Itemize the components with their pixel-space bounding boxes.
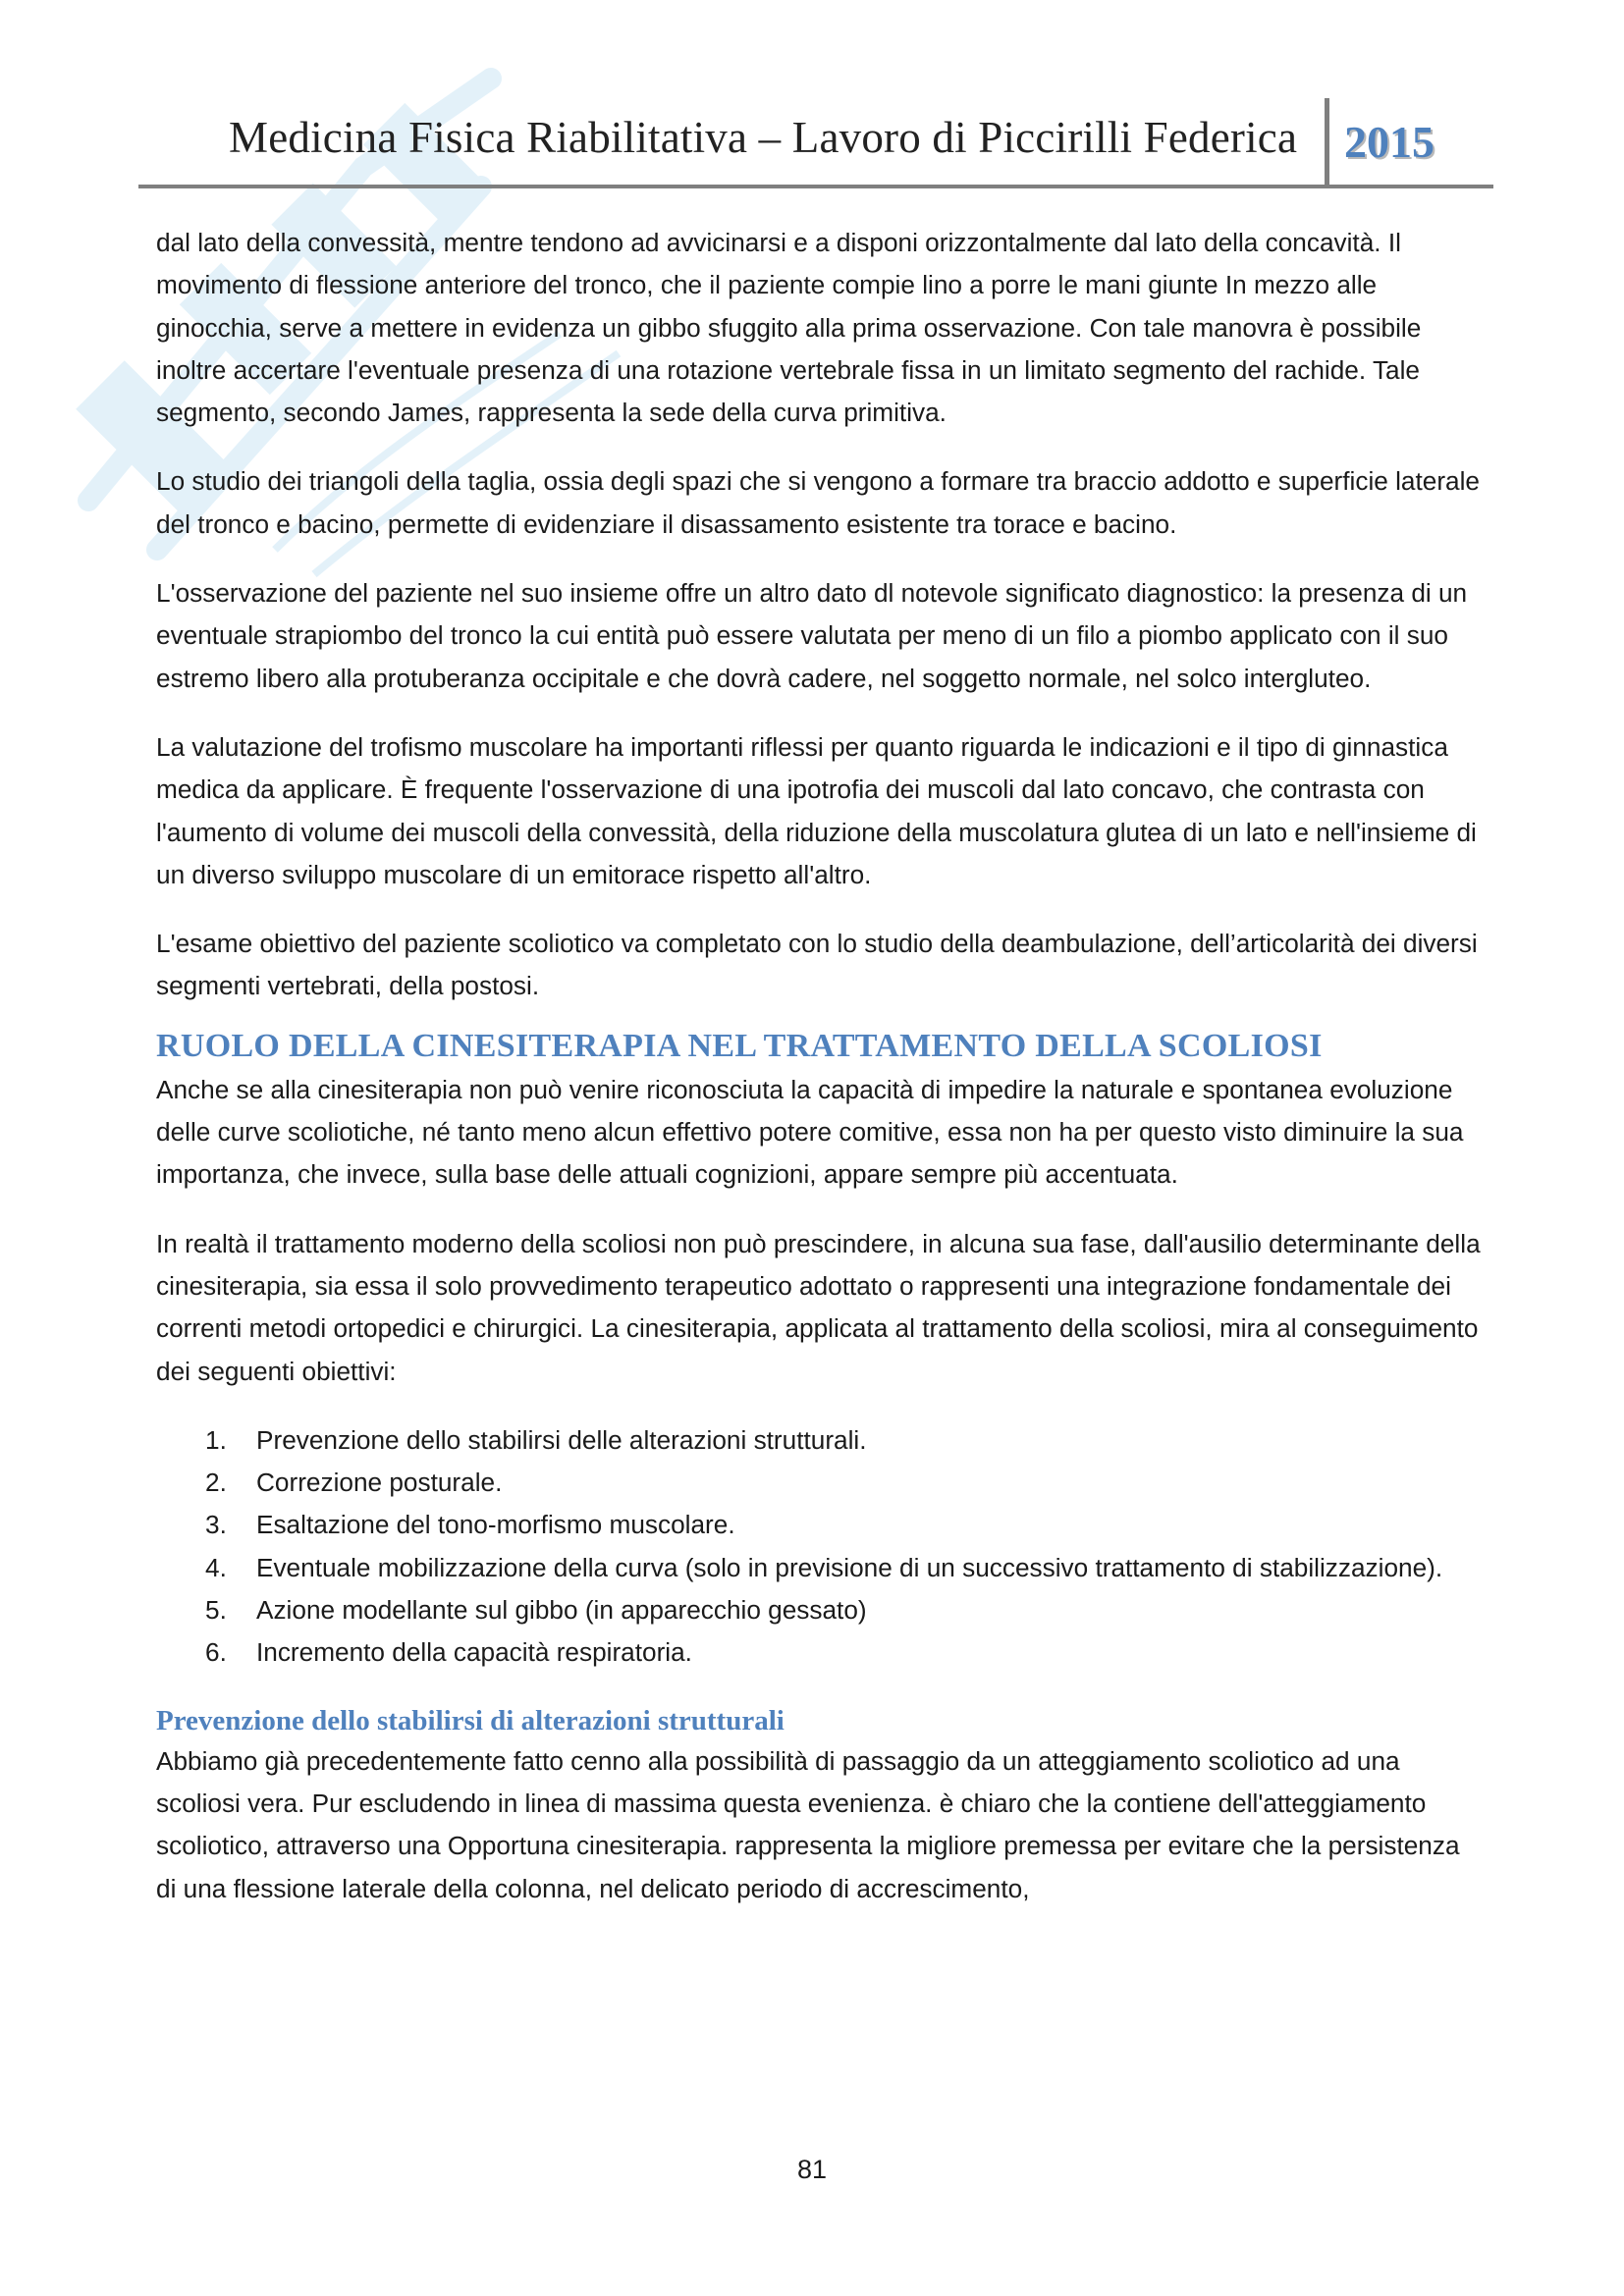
header-title: Medicina Fisica Riabilitativa – Lavoro di Piccirilli Federica <box>229 113 1298 162</box>
list-item-text: Incremento della capacità respiratoria. <box>256 1637 692 1668</box>
list-item-number: 2. <box>205 1468 227 1498</box>
header-year: 2015 <box>1344 117 1435 167</box>
list-item <box>156 1462 1484 1504</box>
body-paragraph: L'osservazione del paziente nel suo insieme offre un altro dato dl notevole significato diagnostico: la presenza di un eventuale strapiombo del tronco la cui entità può essere valutata per meno di un filo a piombo applicato con il suo estremo libero alla protuberanza occipitale e che dovrà cadere, nel soggetto normale, nel solco intergluteo. <box>156 578 1468 693</box>
body-paragraph: Lo studio dei triangoli della taglia, ossia degli spazi che si vengono a formare tra braccio addotto e superficie laterale del tronco e bacino, permette di evidenziare il disassamento esistente tra torace e bacino. <box>156 466 1480 539</box>
list-item-text: Esaltazione del tono-morfismo muscolare. <box>256 1510 735 1540</box>
body-paragraph: La valutazione del trofismo muscolare ha importanti riflessi per quanto riguarda le indicazioni e il tipo di ginnastica medica da applicare. È frequente l'osservazione di una ipotrofia dei muscoli dal lato concavo, che contrasta con l'aumento di volume dei muscoli della convessità, della riduzione della muscolatura glutea di un lato e nell'insieme di un diverso sviluppo muscolare di un emitorace rispetto all'altro. <box>156 731 1477 889</box>
list-item-number: 6. <box>205 1637 227 1668</box>
document-body <box>156 222 1484 1910</box>
section-paragraph: In realtà il trattamento moderno della scoliosi non può prescindere, in alcuna sua fase, dall'ausilio determinante della cinesiterapia, sia essa il solo provvedimento terapeutico adottato o rappresenti una integrazione fondamentale dei correnti metodi ortopedici e chirurgici. La cinesiterapia, applicata al trattamento della scoliosi, mira al conseguimento dei seguenti obiettivi: <box>156 1228 1481 1386</box>
section-paragraph: Anche se alla cinesiterapia non può venire riconosciuta la capacità di impedire la naturale e spontanea evoluzione delle curve scoliotiche, né tanto meno alcun effettivo potere comitive, essa non ha per questo visto diminuire la sua importanza, che invece, sulla base delle attuali cognizioni, appare sempre più accentuata. <box>156 1074 1464 1190</box>
list-item <box>156 1631 1484 1674</box>
list-item-text: Prevenzione dello stabilirsi delle alterazioni strutturali. <box>256 1424 867 1455</box>
page-number: 81 <box>796 2155 828 2184</box>
list-item-text: Azione modellante sul gibbo (in apparecchio gessato) <box>256 1595 867 1626</box>
subsection-heading: Prevenzione dello stabilirsi di alterazioni strutturali <box>156 1704 785 1736</box>
list-item-number: 1. <box>205 1424 227 1455</box>
section-heading: RUOLO DELLA CINESITERAPIA NEL TRATTAMENTO DELLA SCOLIOSI <box>156 1027 1323 1064</box>
subsection-paragraph: Abbiamo già precedentemente fatto cenno alla possibilità di passaggio da un atteggiamento scoliotico ad una scoliosi vera. Pur escludendo in linea di massima questa evenienza. è chiaro che la contiene dell'atteggiamento scoliotico, attraverso una Opportuna cinesiterapia. rappresenta la migliore premessa per evitare che la persistenza di una flessione laterale della colonna, nel delicato periodo di accrescimento, <box>156 1745 1460 1903</box>
list-item-number: 5. <box>205 1595 227 1626</box>
list-item-number: 3. <box>205 1510 227 1540</box>
list-item-text: Eventuale mobilizzazione della curva (solo in previsione di un successivo trattamento di stabilizzazione). <box>256 1552 1443 1582</box>
list-item-number: 4. <box>205 1552 227 1582</box>
list-item-text: Correzione posturale. <box>256 1468 503 1498</box>
header-divider <box>1325 98 1329 188</box>
objectives-list <box>156 1419 1484 1675</box>
header-rule <box>138 185 1493 188</box>
list-item <box>156 1589 1484 1631</box>
list-item <box>156 1504 1484 1546</box>
page-header <box>138 98 1493 188</box>
body-paragraph: L'esame obiettivo del paziente scoliotico va completato con lo studio della deambulazione, dell’articolarità dei diversi segmenti vertebrati, della postosi. <box>156 929 1478 1001</box>
list-item <box>156 1419 1484 1462</box>
list-item <box>156 1547 1484 1589</box>
body-paragraph: dal lato della convessità, mentre tendono ad avvicinarsi e a disponi orizzontalmente dal lato della concavità. Il movimento di flessione anteriore del tronco, che il paziente compie lino a porre le mani giunte In mezzo alle ginocchia, serve a mettere in evidenza un gibbo sfuggito alla prima osservazione. Con tale manovra è possibile inoltre accertare l'eventuale presenza di una rotazione vertebrale fissa in un limitato segmento del rachide. Tale segmento, secondo James, rappresenta la sede della curva primitiva. <box>156 228 1422 428</box>
